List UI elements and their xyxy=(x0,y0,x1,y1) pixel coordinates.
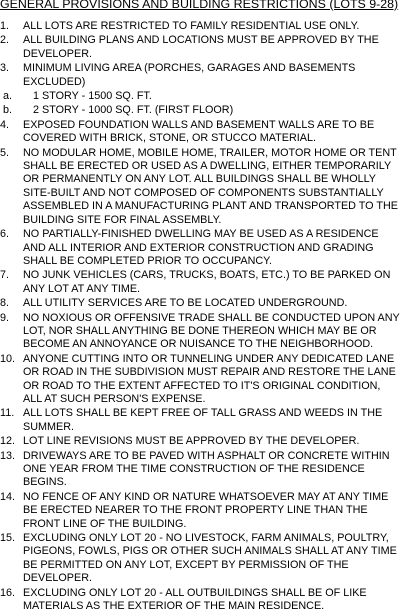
list-item xyxy=(0,353,403,407)
list-item xyxy=(0,450,403,490)
list-item xyxy=(0,62,403,89)
list-item xyxy=(0,228,403,268)
item-text: EXCLUDING ONLY LOT 20 - NO LIVESTOCK, FARM ANIMALS, POULTRY, PIGEONS, FOWLS, PIGS OR OTHER SUCH ANIMALS SHALL AT ANY TIME BE PERMITTED ON ANY LOT, EXCEPT BY PERMISSION OF THE DEVELOPER. xyxy=(23,532,397,585)
item-text: 1 STORY - 1500 SQ. FT. xyxy=(33,90,152,103)
item-text: EXPOSED FOUNDATION WALLS AND BASEMENT WALLS ARE TO BE COVERED WITH BRICK, STONE, OR STUCCO MATERIAL. xyxy=(23,118,375,145)
list-item xyxy=(0,147,403,227)
item-number: 2. xyxy=(0,34,10,47)
item-text: LOT LINE REVISIONS MUST BE APPROVED BY THE DEVELOPER. xyxy=(23,435,360,448)
item-number: 15. xyxy=(0,532,16,545)
item-number: b. xyxy=(3,104,13,117)
list-item xyxy=(0,119,403,146)
item-text: ALL UTILITY SERVICES ARE TO BE LOCATED UNDERGROUND. xyxy=(23,297,348,310)
item-number: 7. xyxy=(0,269,10,282)
item-number: 12. xyxy=(0,435,16,448)
list-item xyxy=(0,312,403,352)
list-item xyxy=(0,435,403,448)
item-number: 14. xyxy=(0,490,16,503)
item-text: 2 STORY - 1000 SQ. FT. (FIRST FLOOR) xyxy=(33,104,234,117)
item-number: 4. xyxy=(0,118,10,131)
list-item xyxy=(0,407,403,434)
item-text: ALL LOTS ARE RESTRICTED TO FAMILY RESIDENTIAL USE ONLY. xyxy=(23,20,360,32)
item-text: ALL LOTS SHALL BE KEPT FREE OF TALL GRASS AND WEEDS IN THE SUMMER. xyxy=(23,407,383,433)
item-number: 3. xyxy=(0,62,10,75)
item-text: NO FENCE OF ANY KIND OR NATURE WHATSOEVER MAY AT ANY TIME BE ERECTED NEARER TO THE FRONT PROPERTY LINE THAN THE FRONT LINE OF THE BUILDING. xyxy=(23,490,389,530)
item-number: 11. xyxy=(0,407,15,420)
item-text: DRIVEWAYS ARE TO BE PAVED WITH ASPHALT OR CONCRETE WITHIN ONE YEAR FROM THE TIME CONSTRUCTION OF THE RESIDENCE BEGINS. xyxy=(23,449,390,489)
item-text: EXCLUDING ONLY LOT 20 - ALL OUTBUILDINGS SHALL BE OF LIKE MATERIALS AS THE EXTERIOR OF THE MAIN RESIDENCE. xyxy=(23,586,367,613)
list-item xyxy=(0,587,403,614)
item-number: a. xyxy=(3,90,13,103)
sub-list-item xyxy=(0,90,403,103)
item-number: 10. xyxy=(0,352,16,365)
list-item xyxy=(0,20,403,33)
item-number: 6. xyxy=(0,228,10,241)
item-number: 16. xyxy=(0,586,16,599)
item-text: NO NOXIOUS OR OFFENSIVE TRADE SHALL BE CONDUCTED UPON ANY LOT, NOR SHALL ANYTHING BE DONE THEREON WHICH MAY BE OR BECOME AN ANNOYANCE OR NUISANCE TO THE NEIGHBORHOOD. xyxy=(23,311,400,351)
sub-list-item xyxy=(0,104,403,117)
list-item xyxy=(0,34,403,61)
item-text: ALL BUILDING PLANS AND LOCATIONS MUST BE APPROVED BY THE DEVELOPER. xyxy=(23,34,379,60)
item-number: 8. xyxy=(0,297,10,310)
page-title: GENERAL PROVISIONS AND BUILDING RESTRICTIONS (LOTS 9-28) xyxy=(0,0,399,11)
list-item xyxy=(0,269,403,296)
item-text: NO PARTIALLY-FINISHED DWELLING MAY BE USED AS A RESIDENCE AND ALL INTERIOR AND EXTERIOR CONSTRUCTION AND GRADING SHALL BE COMPLETED PRIOR TO OCCUPANCY. xyxy=(23,228,379,267)
item-number: 13. xyxy=(0,449,16,462)
item-number: 1. xyxy=(0,20,10,32)
item-text: NO MODULAR HOME, MOBILE HOME, TRAILER, MOTOR HOME OR TENT SHALL BE ERECTED OR USED AS A DWELLING, EITHER TEMPORARILY OR PERMANENTLY ON ANY LOT. ALL BUILDINGS SHALL BE WHOLLY SITE-BUILT AND NOT COMPOSED OF COMPONENTS SUBSTANTIALLY ASSEMBLED IN A MANUFACTURING PLANT AND TRANSPORTED TO THE BUILDING SITE FOR FINAL ASSEMBLY. xyxy=(23,146,398,226)
item-text: ANYONE CUTTING INTO OR TUNNELING UNDER ANY DEDICATED LANE OR ROAD IN THE SUBDIVISION MUST REPAIR AND RESTORE THE LANE OR ROAD TO THE EXTENT AFFECTED TO IT'S ORIGINAL CONDITION, ALL AT SUCH PERSON'S EXPENSE. xyxy=(23,352,396,405)
item-number: 5. xyxy=(0,146,10,159)
item-number: 9. xyxy=(0,311,10,324)
list-item xyxy=(0,491,403,531)
provisions-list xyxy=(0,20,403,614)
list-item xyxy=(0,532,403,586)
list-item xyxy=(0,297,403,310)
item-text: NO JUNK VEHICLES (CARS, TRUCKS, BOATS, ETC.) TO BE PARKED ON ANY LOT AT ANY TIME. xyxy=(23,269,391,295)
item-text: MINIMUM LIVING AREA (PORCHES, GARAGES AND BASEMENTS EXCLUDED) xyxy=(23,62,356,88)
